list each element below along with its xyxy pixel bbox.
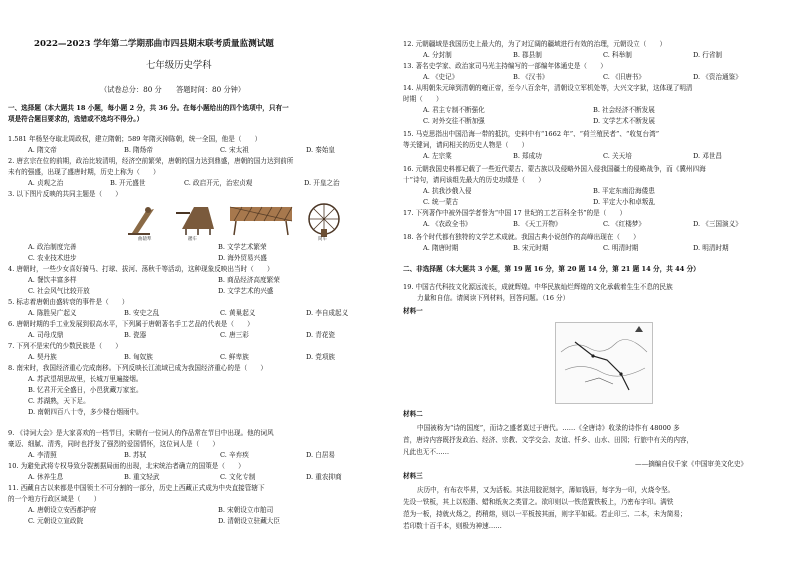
option-c[interactable]: C. 对外交往不断加强: [423, 117, 485, 125]
option-a[interactable]: A. 《农政全书》: [423, 220, 472, 228]
waterwheel-icon: [230, 207, 292, 235]
question-12: 12. 元朝疆域是我国历史上最大的，为了对辽阔的疆域进行有效的治理，元朝设立（ ）: [403, 40, 667, 48]
option-b[interactable]: B. 郡县制: [513, 51, 542, 59]
question-3-options-row2: [28, 254, 267, 262]
option-a[interactable]: A. 君主专制不断强化: [423, 106, 485, 114]
option-a[interactable]: A. 隋文帝: [28, 146, 57, 154]
material-2-source: ——摘编自仪千家《中国审美文化史》: [635, 460, 748, 468]
route-map: [555, 322, 653, 404]
option-d[interactable]: D. 开皇之治: [304, 179, 340, 187]
question-14-options-row1: [423, 106, 655, 114]
question-5-options: [28, 309, 348, 317]
question-8: 8. 南宋时，我国经济重心完成南移。下列反映长江流域已成为我国经济重心的是（ ）: [8, 364, 267, 372]
question-19: 19. 中国古代科技文化源远流长，成就辉煌。中华民族灿烂辉煌的文化承载着生生不息的民族: [403, 283, 673, 291]
question-14-options-row2: [423, 117, 655, 125]
right-column: [403, 0, 788, 562]
exam-title: 2022—2023 学年第二学期那曲市四县期末联考质量监测试题: [34, 39, 274, 49]
option-b[interactable]: B. 苏轼: [124, 451, 147, 459]
option-a[interactable]: A. 分封制: [423, 51, 452, 59]
question-16-cont: 十”诗句，请问该组先最大的历史功绩是（ ）: [403, 176, 545, 184]
question-16-options-row2: [423, 198, 655, 206]
option-a[interactable]: A. 唐朝设立安西都护府: [28, 506, 97, 514]
section-1-heading: 一、选择题（本大题共 18 小题，每小题 2 分，共 36 分。在每小题给出的四个选项中，只有一: [8, 104, 289, 112]
option-d[interactable]: D. 明清时期: [693, 244, 729, 252]
option-a[interactable]: A. 契丹族: [28, 353, 57, 361]
question-6-options: [28, 331, 335, 339]
fig-label-3: 筒车: [318, 237, 327, 241]
exam-subtitle: 七年级历史学科: [146, 60, 212, 71]
option-a[interactable]: A. 苏武望胡思故里，长城万里遍接烟。: [28, 375, 143, 383]
option-c[interactable]: C. 辛弃疾: [220, 451, 249, 459]
option-a[interactable]: A. 餐饮丰富多样: [28, 276, 77, 284]
fig-label-2: 耧车: [188, 237, 197, 241]
question-3: 3. 以下图片反映的共同主题是（ ）: [8, 190, 122, 198]
question-18-options: [423, 244, 729, 252]
question-9: 9. 《诗词大会》是大家喜欢的一档节目，宋朝有一位词人的作品常在节目中出现。他的词风: [8, 429, 274, 437]
option-c[interactable]: C. 《红楼梦》: [603, 220, 645, 228]
option-d[interactable]: D. 李自成起义: [306, 309, 349, 317]
question-3-options-row1: [28, 243, 267, 251]
question-11-options-row2: [28, 517, 280, 525]
question-13: 13. 著名史学家、政治家司马光主持编写的一部编年体通史是（ ）: [403, 62, 607, 70]
question-17: 17. 下列著作中被外国学者誉为“中国 17 世纪的工艺百科全书”的是（ ）: [403, 209, 627, 217]
material-2-line-2: 首，唐诗内容既抒发政治、经济、宗教、文学交会、友谊、忏乡、山水、田园；行旅中有关的内容，: [403, 436, 694, 444]
option-d[interactable]: D. 青花瓷: [306, 331, 336, 339]
option-d[interactable]: D. 行省制: [693, 51, 723, 59]
question-11-options-row1: [28, 506, 273, 514]
question-4-options-row1: [28, 276, 280, 284]
seeder-icon: [176, 207, 214, 235]
question-17-options: [423, 220, 742, 228]
option-c[interactable]: C. 元朝设立宣政院: [28, 517, 84, 525]
question-11: 11. 西藏自古以来都是中国领土不可分割的一部分，历史上西藏正式成为中央直接管辖下: [8, 484, 265, 492]
option-b[interactable]: B. 开元盛世: [110, 179, 146, 187]
option-b[interactable]: B. 安史之乱: [124, 309, 160, 317]
option-c[interactable]: C. 《旧唐书》: [603, 73, 645, 81]
question-2-options: [28, 179, 340, 187]
option-c[interactable]: C. 统一蒙古: [423, 198, 459, 206]
material-3-line-3: 范为一板，持就火炀之，药稍熔，则以一平板按其面，则字平如砥。若止印三、二本，未为简易；: [403, 510, 687, 518]
option-b[interactable]: B. 宋元时期: [513, 244, 549, 252]
question-4-options-row2: [28, 287, 273, 295]
option-a[interactable]: A. 《史记》: [423, 73, 459, 81]
question-18: 18. 各个时代都有独特的文学艺术成就。我国古典小说创作的高峰出现在（ ）: [403, 233, 640, 241]
question-19-cont: 力量和自信。请阅读下列材料，回答问题。（16 分）: [417, 294, 570, 302]
option-b[interactable]: B. 文学艺术繁荣: [218, 243, 267, 251]
question-12-options: [423, 51, 722, 59]
question-1: 1.581 年杨坚夺取北周政权，建立隋朝；589 年隋灭掉陈朝，统一全国，他是（ ）: [8, 135, 262, 143]
option-d[interactable]: D. 平定大小和卓叛乱: [593, 198, 655, 206]
water-wheel-icon: [309, 204, 339, 237]
material-3-label: 材料三: [403, 472, 423, 480]
option-b[interactable]: B. 郑成功: [513, 152, 542, 160]
question-5: 5. 标志着唐朝由盛转衰的事件是（ ）: [8, 298, 129, 306]
option-d[interactable]: D. 秦始皇: [306, 146, 336, 154]
option-c[interactable]: C. 鲜卑族: [220, 353, 249, 361]
section-1-heading-cont: 项是符合题目要求的，选错或不选均不得分。）: [8, 115, 144, 123]
option-a[interactable]: A. 司母戊鼎: [28, 331, 64, 339]
material-3-line-4: 若印数十百千本，则极为神速……: [403, 522, 502, 530]
option-b[interactable]: B. 瓷器: [124, 331, 147, 339]
material-3-line-1: 庆历中，有布衣毕昇，又为活板。其法用胶泥刻字，薄如钱唇，每字为一印，火烧令坚。: [417, 486, 675, 494]
question-4: 4. 唐朝时，一些少女喜好骑马、打球、拔河、荡秋千等活动，这种现象反映出当时（ ）: [8, 265, 274, 273]
question-7: 7. 下列不是宋代的少数民族是（ ）: [8, 342, 122, 350]
question-11-cont: 的一个地方行政区域是（ ）: [8, 495, 101, 503]
option-b[interactable]: B. 社会经济不断发展: [593, 106, 655, 114]
option-c[interactable]: C. 文化专制: [220, 473, 256, 481]
option-b[interactable]: B. 商品经济高度繁荣: [218, 276, 280, 284]
question-10-options: [28, 473, 342, 481]
farming-tools-figure: [124, 199, 348, 241]
plow-icon: [128, 207, 154, 234]
option-a[interactable]: A. 贞观之治: [28, 179, 64, 187]
option-d[interactable]: D. 邓世昌: [693, 152, 723, 160]
section-2-heading: 二、非选择题（本大题共 3 小题，第 19 题 16 分，第 20 题 14 分，第 21 题 14 分，共 44 分）: [403, 265, 700, 273]
question-13-options: [423, 73, 742, 81]
option-d[interactable]: D. 海外贸易兴盛: [218, 254, 267, 262]
question-2: 2. 唐玄宗在位的前期，政治比较清明，经济空前繁荣，唐朝的国力达到鼎盛，唐朝的国力达到前所: [8, 157, 294, 165]
option-c[interactable]: C. 科举制: [603, 51, 632, 59]
option-c[interactable]: C. 政启开元，治宏贞观: [184, 179, 253, 187]
material-2-line-1: 中国被称为“诗的国度”，而诗之盛者莫过于唐代。……《全唐诗》收录的诗作有 48000 多: [417, 424, 680, 432]
option-d[interactable]: D. 文学艺术不断发展: [593, 117, 655, 125]
option-a[interactable]: A. 李清照: [28, 451, 57, 459]
question-6: 6. 唐朝时期的手工业发展到很高水平，下列属于唐朝著名手工艺品的代表是（ ）: [8, 320, 254, 328]
option-b[interactable]: B. 宋朝设立市舶司: [218, 506, 274, 514]
option-c[interactable]: C. 宋太祖: [220, 146, 249, 154]
option-d[interactable]: D. 白居易: [306, 451, 336, 459]
option-b[interactable]: B. 《汉书》: [513, 73, 549, 81]
question-15-options: [423, 152, 722, 160]
option-d[interactable]: D. 《三国演义》: [693, 220, 742, 228]
option-d[interactable]: D. 清朝设立驻藏大臣: [218, 517, 280, 525]
option-c[interactable]: C. 农业技术进步: [28, 254, 77, 262]
option-c[interactable]: C. 唐三彩: [220, 331, 249, 339]
option-a[interactable]: A. 隋唐时期: [423, 244, 459, 252]
material-2-label: 材料二: [403, 410, 423, 418]
option-d[interactable]: D. 重农抑商: [306, 473, 342, 481]
option-d[interactable]: D. 南朝四百八十寺，多少楼台烟雨中。: [28, 408, 143, 416]
option-b[interactable]: B. 平定东南沿海倭患: [593, 187, 655, 195]
option-c[interactable]: C. 关天培: [603, 152, 632, 160]
question-9-options: [28, 451, 335, 459]
question-7-options: [28, 353, 335, 361]
fig-label-1: 曲辕犁: [138, 237, 152, 241]
option-b[interactable]: B. 隋炀帝: [124, 146, 153, 154]
option-c[interactable]: C. 社会风气比较开放: [28, 287, 90, 295]
option-d[interactable]: D. 党项族: [306, 353, 336, 361]
option-d[interactable]: D. 《资治通鉴》: [693, 73, 742, 81]
option-c[interactable]: C. 明清时期: [603, 244, 639, 252]
question-15: 15. 马克思指出中国沿海一带的抵抗，史料中有“1662 年”、“荷兰殖民者”、“收复台湾”: [403, 130, 660, 138]
option-a[interactable]: A. 休养生息: [28, 473, 64, 481]
question-2-cont: 未有的强盛，出现了盛唐时期，历史上称为（ ）: [8, 168, 160, 176]
material-2-line-3: 凡此也无不……: [403, 448, 450, 456]
question-16-options-row1: [423, 187, 655, 195]
option-c[interactable]: C. 苏湖熟，天下足。: [28, 397, 90, 405]
option-b[interactable]: B. 《天工开物》: [513, 220, 562, 228]
material-1-label: 材料一: [403, 307, 423, 315]
option-b[interactable]: B. 重文轻武: [124, 473, 160, 481]
question-14: 14. 从明朝朱元璋到清朝的雍正帝，至今八百余年，清朝设立军机处等，大兴文字狱，这体现了明清: [403, 84, 693, 92]
option-c[interactable]: C. 黄巢起义: [220, 309, 256, 317]
option-d[interactable]: D. 文学艺术的兴盛: [218, 287, 274, 295]
question-14-cont: 时期（ ）: [403, 95, 443, 103]
exam-info: （试卷总分：80 分 答题时间：80 分钟）: [100, 85, 246, 94]
question-15-cont: 等关键词，请问相关的历史人物是（ ）: [403, 141, 529, 149]
option-a[interactable]: A. 左宗棠: [423, 152, 452, 160]
question-1-options: [28, 146, 335, 154]
option-a[interactable]: A. 抗我沙俄入侵: [423, 187, 472, 195]
option-a[interactable]: A. 陈胜吴广起义: [28, 309, 77, 317]
question-16: 16. 元朝我国史料都记载了一些近代蒙古、蒙古族以及侵略外国入侵我国疆土的侵略战争，而《冀州四海: [403, 165, 706, 173]
option-a[interactable]: A. 政治制度完善: [28, 243, 77, 251]
question-9-cont: 豪迈、细腻、清秀，同时也抒发了强烈的爱国情怀，这位词人是（ ）: [8, 440, 219, 448]
question-10: 10. 为避免武将专权导致分裂割据局面的出现，北宋统治者确立的国策是（ ）: [8, 462, 245, 470]
material-3-line-2: 先设一铁板，其上以松脂、蜡和纸灰之类冒之。欲印则以一铁范置铁板上，乃密布字印。满铁: [403, 498, 674, 506]
left-column: [8, 0, 393, 562]
option-b[interactable]: B. 匈奴族: [124, 353, 153, 361]
option-b[interactable]: B. 忆君开元全盛日，小邑犹藏万家室。: [28, 386, 143, 394]
